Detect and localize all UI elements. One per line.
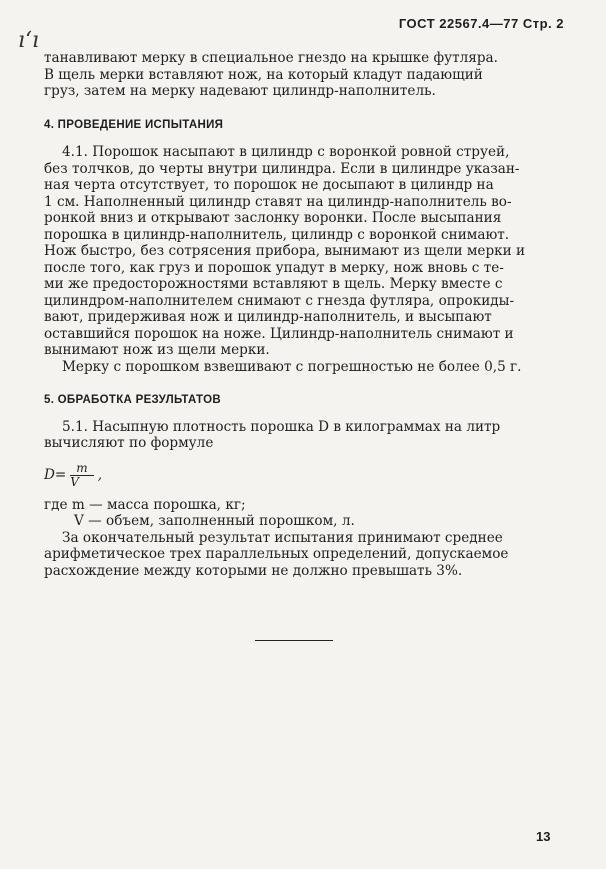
paragraph-line: 1 см. Наполненный цилиндр ставят на цилиндр-наполнитель во- (44, 193, 512, 210)
formula-legend (44, 497, 566, 530)
formula-tail: , (97, 466, 103, 483)
density-formula (44, 462, 566, 489)
paragraph-line: оставшийся порошок на ноже. Цилиндр-наполнитель снимают и (44, 325, 514, 342)
paragraph-line: цилиндром-наполнителем снимают с гнезда футляра, опрокиды- (44, 292, 515, 309)
handwritten-mark: ı‘ı (18, 28, 40, 53)
paragraph-line: арифметическое трех параллельных определений, допускаемое (44, 546, 509, 562)
paragraph-line: 5.1. Насыпную плотность порошка D в килограммах на литр (62, 418, 501, 435)
formula-fraction (70, 462, 93, 489)
paragraph-line: ронкой вниз и открывают заслонку воронки. После высыпания (44, 210, 502, 226)
legend-line: V — объем, заполненный порошком, л. (74, 513, 355, 529)
section-5-heading: 5. ОБРАБОТКА РЕЗУЛЬТАТОВ (44, 394, 221, 406)
paragraph-line: без толчков, до черты внутри цилиндра. Если в цилиндре указан- (44, 160, 520, 177)
end-rule (255, 640, 333, 641)
paragraph-line: ми же предосторожностями вставляют в щель. Мерку вместе с (44, 276, 503, 292)
document-body (44, 50, 566, 579)
paragraph-line: За окончательный результат испытания принимают среднее (62, 529, 503, 546)
paragraph-line: 4.1. Порошок насыпают в цилиндр с воронкой ровной струей, (62, 144, 510, 160)
weighing-paragraph: Мерку с порошком взвешивают с погрешностью не более 0,5 г. (62, 358, 522, 375)
intro-line: В щель мерки вставляют нож, на который кладут падающий (44, 66, 483, 83)
paragraph-line: расхождение между которыми не должно превышать 3%. (44, 562, 463, 579)
paragraph-line: вают, придерживая нож и цилиндр-наполнитель, и высыпают (44, 309, 492, 325)
paragraph-line: вычисляют по формуле (44, 435, 214, 451)
paragraph-line: ная черта отсутствует, то порошок не досыпают в цилиндр на (44, 177, 494, 193)
formula-denominator: V (70, 474, 79, 489)
paragraph-line: после того, как груз и порошок упадут в мерку, нож вновь с те- (44, 259, 504, 276)
intro-line: танавливают мерку в специальное гнездо на крышке футляра. (44, 50, 498, 66)
legend-line: где m — масса порошка, кг; (44, 496, 246, 513)
paragraph-line: порошка в цилиндр-наполнитель, цилиндр с воронкой снимают. (44, 226, 510, 243)
page-header: ГОСТ 22567.4—77 Стр. 2 (398, 16, 564, 31)
formula-lhs: D= (44, 466, 67, 483)
intro-line: груз, затем на мерку надевают цилиндр-наполнитель. (44, 83, 436, 99)
section-4-heading: 4. ПРОВЕДЕНИЕ ИСПЫТАНИЯ (44, 118, 224, 131)
formula-numerator: m (70, 462, 93, 476)
paragraph-line: вынимают нож из щели мерки. (44, 342, 270, 358)
section-4-paragraph (44, 144, 566, 359)
paragraph-line: Нож быстро, без сотрясения прибора, вынимают из щели мерки и (44, 243, 526, 259)
page-number: 13 (536, 829, 551, 844)
